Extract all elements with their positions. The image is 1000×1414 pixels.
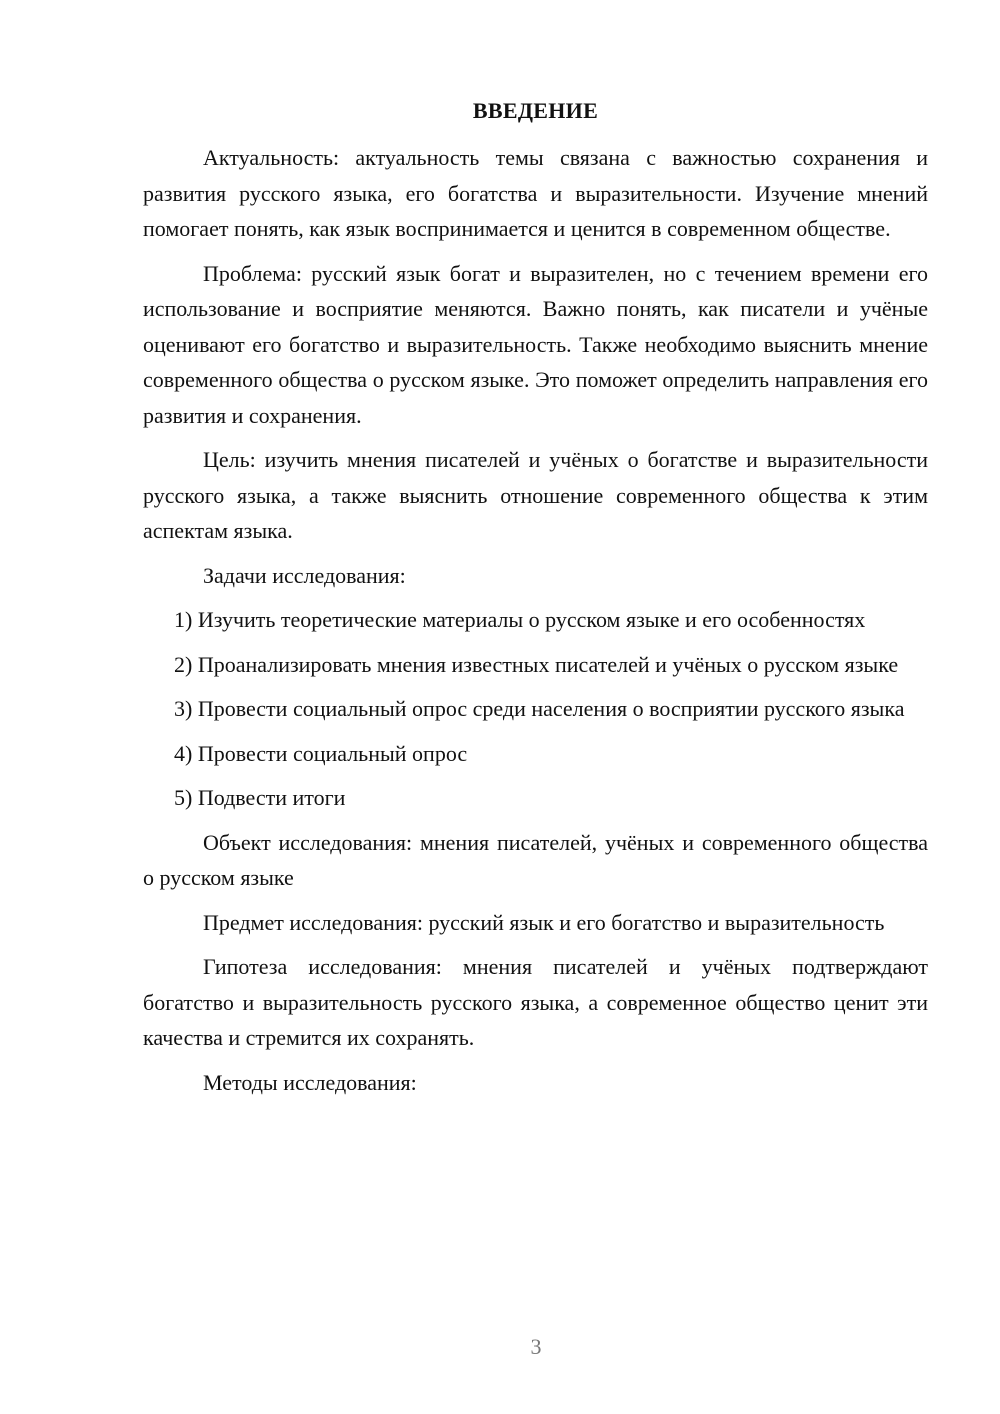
methods-heading: Методы исследования: [203, 1069, 417, 1095]
paragraph-object: Объект исследования: мнения писателей, учёных и современного общества о русском языке [143, 829, 928, 890]
page-number: 3 [530, 1334, 542, 1359]
paragraph-subject: Предмет исследования: русский язык и его богатство и выразительность [203, 909, 885, 935]
paragraph-problem: Проблема: русский язык богат и выразителен, но с течением времени его использование и восприятие меняются. Важно понять, как писатели и учёные оценивают его богатство и выразительность. Также необходимо выяснить мнение современного общества о русском языке. Это поможет определить направления его развития и сохранения. [143, 260, 928, 428]
tasks-list [143, 602, 928, 816]
document-page [143, 96, 928, 1109]
list-item: 4) Провести социальный опрос [174, 740, 468, 766]
tasks-heading: Задачи исследования: [203, 562, 406, 588]
section-title: ВВЕДЕНИЕ [472, 98, 599, 123]
list-item: 1) Изучить теоретические материалы о русском языке и его особенностях [174, 607, 866, 632]
paragraph-hypothesis: Гипотеза исследования: мнения писателей и учёных подтверждают богатство и выразительность русского языка, а современное общество ценит эти качества и стремится их сохранять. [143, 954, 928, 1050]
list-item: 3) Провести социальный опрос среди населения о восприятии русского языка [174, 696, 905, 721]
paragraph-goal: Цель: изучить мнения писателей и учёных о богатстве и выразительности русского языка, а также выяснить отношение современного общества к этим аспектам языка. [143, 447, 928, 543]
list-item: 5) Подвести итоги [174, 785, 346, 810]
paragraph-relevance: Актуальность: актуальность темы связана с важностью сохранения и развития русского языка, его богатства и выразительности. Изучение мнений помогает понять, как язык воспринимается и ценится в современном обществе. [143, 145, 928, 241]
list-item: 2) Проанализировать мнения известных писателей и учёных о русском языке [174, 651, 899, 677]
